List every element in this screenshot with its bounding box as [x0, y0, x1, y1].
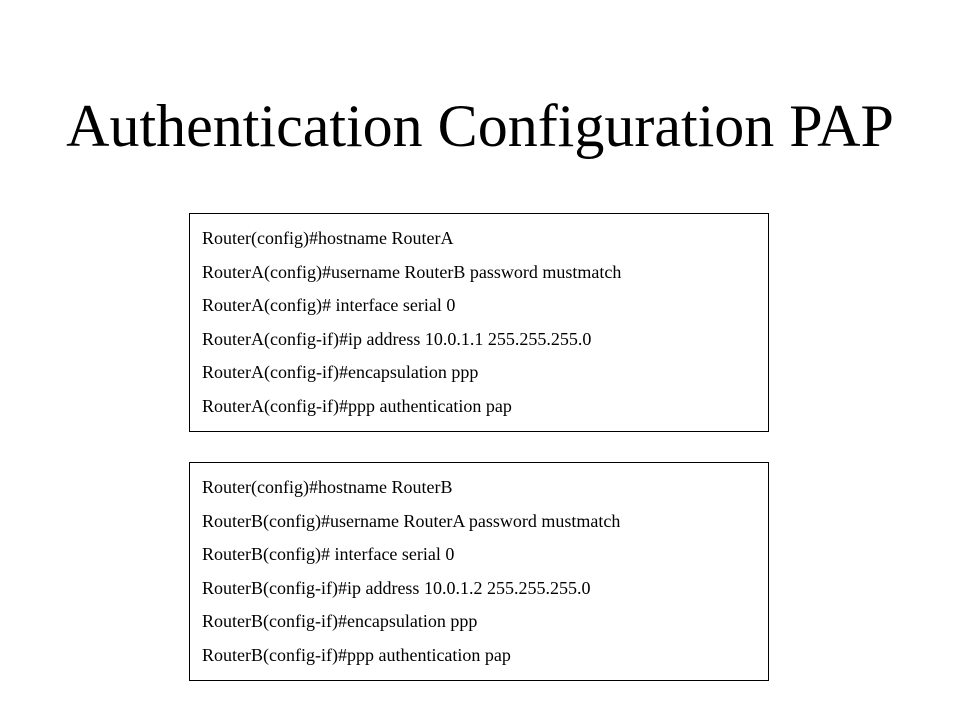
router-b-config-line-username: RouterB(config)#username RouterA password mustmatch [202, 510, 621, 531]
router-a-config-line-authentication: RouterA(config-if)#ppp authentication pap [202, 395, 512, 416]
router-a-config-line-username: RouterA(config)#username RouterB password mustmatch [202, 261, 622, 282]
router-a-config-line-hostname: Router(config)#hostname RouterA [202, 228, 454, 248]
router-b-config-line-encapsulation: RouterB(config-if)#encapsulation ppp [202, 611, 478, 632]
router-a-config-line-interface: RouterA(config)# interface serial 0 [202, 295, 456, 316]
slide-title: Authentication Configuration PAP [66, 93, 894, 159]
router-b-config-line-ip-address: RouterB(config-if)#ip address 10.0.1.2 255.255.255.0 [202, 577, 591, 598]
router-b-config-line-interface: RouterB(config)# interface serial 0 [202, 544, 455, 565]
router-a-config-box [189, 213, 769, 432]
router-b-config-line-hostname: Router(config)#hostname RouterB [202, 477, 453, 497]
router-a-config-line-ip-address: RouterA(config-if)#ip address 10.0.1.1 255.255.255.0 [202, 328, 592, 349]
router-b-config-box [189, 462, 769, 681]
router-a-config-line-encapsulation: RouterA(config-if)#encapsulation ppp [202, 362, 479, 383]
router-b-config-line-authentication: RouterB(config-if)#ppp authentication pap [202, 644, 511, 665]
